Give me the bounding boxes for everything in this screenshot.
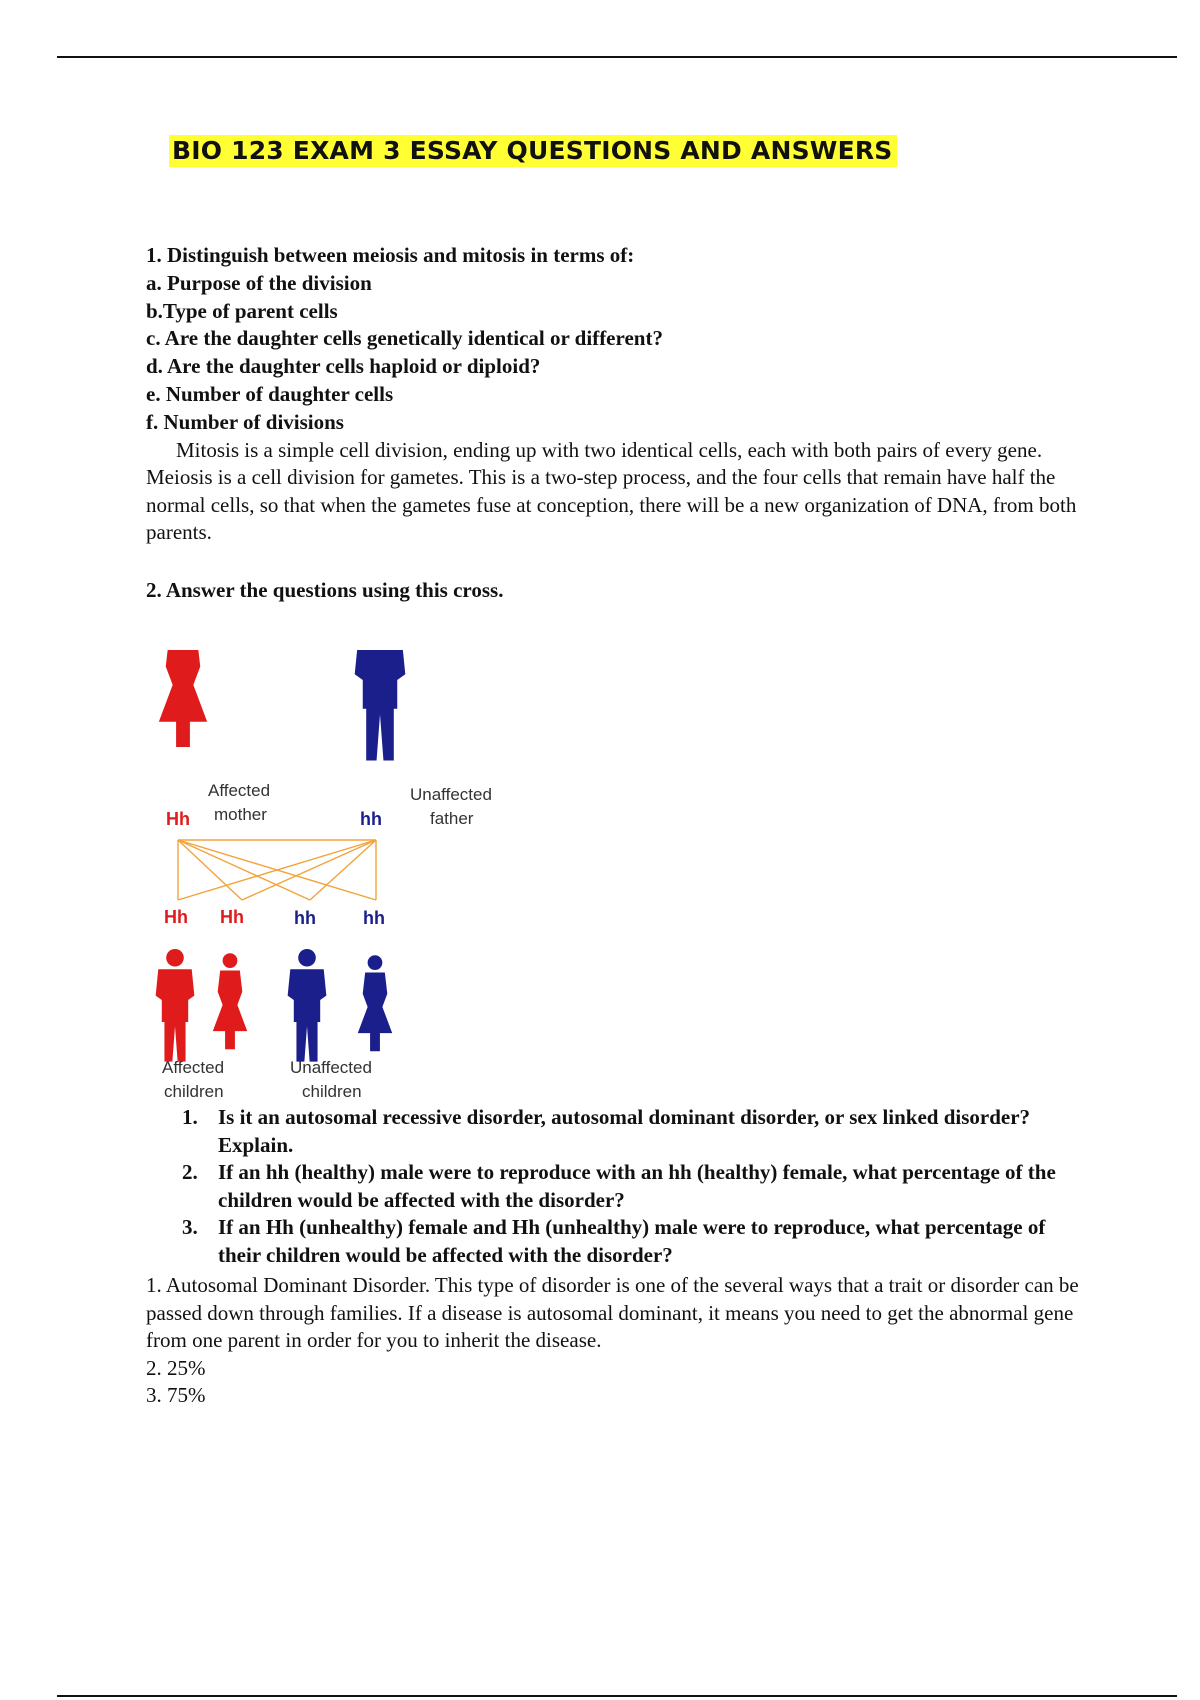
question-1-line: a. Purpose of the division — [146, 270, 372, 295]
question-1-line: b.Type of parent cells — [146, 298, 338, 323]
mother-label: Affected — [208, 781, 271, 800]
question-1-line: 1. Distinguish between meiosis and mitosis in terms of: — [146, 243, 635, 267]
question-2-subquestions — [182, 1104, 1082, 1269]
cross-lines — [178, 840, 376, 900]
subquestion-number: 3. — [182, 1215, 198, 1239]
child-genotype: Hh — [164, 907, 188, 927]
question-1 — [146, 242, 1096, 547]
pedigree-diagram — [150, 650, 510, 1105]
subquestion-text: Is it an autosomal recessive disorder, autosomal dominant disorder, or sex linked disorder? Explain. — [218, 1105, 1031, 1157]
affected-son-figure — [156, 949, 195, 1062]
mother-figure — [159, 650, 207, 747]
subquestion-number: 2. — [182, 1160, 198, 1184]
subquestion-text: If an hh (healthy) male were to reproduce with an hh (healthy) female, what percentage of the children would be affected with the disorder? — [218, 1160, 1056, 1212]
question-1-line: c. Are the daughter cells genetically identical or different? — [146, 326, 663, 351]
father-figure — [355, 650, 406, 761]
mother-genotype: Hh — [166, 809, 190, 829]
subquestion — [182, 1104, 1082, 1159]
mother-label: mother — [214, 805, 267, 824]
subquestion — [182, 1159, 1082, 1214]
unaffected-son-figure — [288, 949, 327, 1062]
question-2-answers — [146, 1272, 1101, 1410]
father-label: father — [430, 809, 474, 828]
affected-children-label: Affected — [162, 1058, 225, 1077]
answer-line: 2. 25% — [146, 1355, 206, 1380]
question-1-line: e. Number of daughter cells — [146, 381, 394, 406]
question-1-line: d. Are the daughter cells haploid or diploid? — [146, 354, 541, 379]
question-2-heading: 2. Answer the questions using this cross. — [146, 578, 504, 602]
child-genotype: hh — [294, 908, 316, 928]
question-1-answer: Mitosis is a simple cell division, ending up with two identical cells, each with both pairs of every gene. Meiosis is a cell division for gametes. This is a two-step process, and the four cells that remain have half the normal cells, so that when the gametes fuse at conception, there will be a new organization of DNA, from both parents. — [146, 437, 1077, 545]
unaffected-children-label: children — [302, 1082, 362, 1101]
answer-line: 1. Autosomal Dominant Disorder. This type of disorder is one of the several ways that a trait or disorder can be passed down through families. If a disease is autosomal dominant, it means you need to get the abnormal gene from one parent in order for you to inherit the disease. — [146, 1273, 1079, 1352]
child-genotype: hh — [363, 908, 385, 928]
unaffected-children-label: Unaffected — [290, 1058, 372, 1077]
father-label: Unaffected — [410, 785, 492, 804]
question-1-line: f. Number of divisions — [146, 409, 344, 434]
subquestion — [182, 1214, 1082, 1269]
unaffected-daughter-figure — [358, 955, 392, 1051]
page-title: BIO 123 EXAM 3 ESSAY QUESTIONS AND ANSWERS — [169, 135, 897, 167]
affected-children-label: children — [164, 1082, 224, 1101]
subquestion-text: If an Hh (unhealthy) female and Hh (unhealthy) male were to reproduce, what percentage of their children would be affected with the disorder? — [218, 1215, 1046, 1267]
father-genotype: hh — [360, 809, 382, 829]
top-rule — [57, 56, 1177, 58]
child-genotype: Hh — [220, 907, 244, 927]
affected-daughter-figure — [213, 953, 247, 1049]
answer-line: 3. 75% — [146, 1383, 206, 1407]
bottom-rule — [57, 1695, 1177, 1697]
subquestion-number: 1. — [182, 1105, 198, 1129]
